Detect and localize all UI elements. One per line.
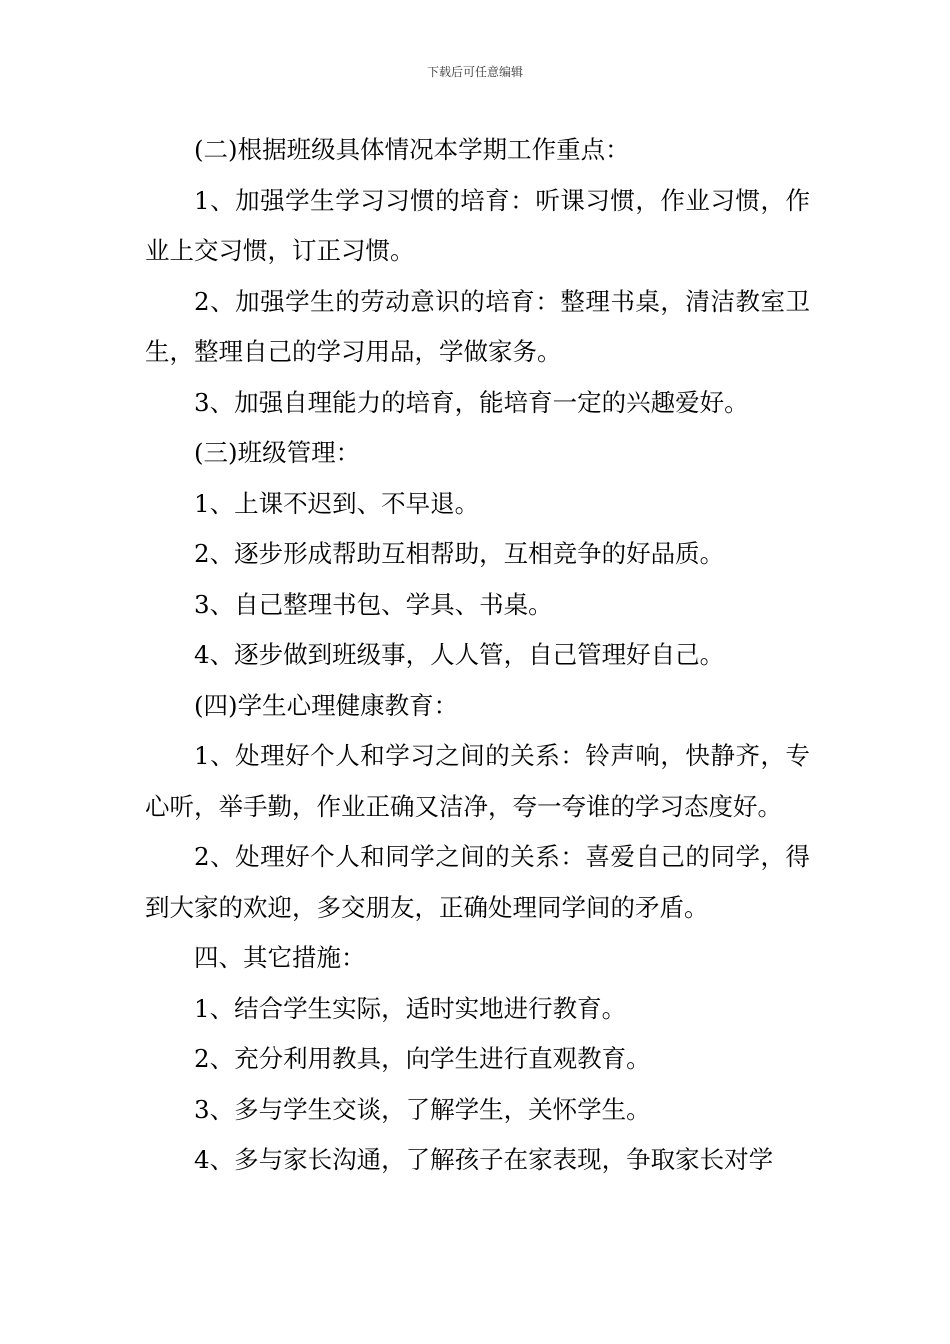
section-heading-class-focus: (二)根据班级具体情况本学期工作重点： <box>194 135 630 164</box>
paragraph-talk-with-students: 3、多与学生交谈，了解学生，关怀学生。 <box>194 1094 651 1124</box>
section-heading-class-management: (三)班级管理： <box>194 438 361 467</box>
paragraph-organize-belongings: 3、自己整理书包、学具、书桌。 <box>194 589 553 619</box>
section-heading-other-measures: 四、其它措施： <box>194 943 366 972</box>
paragraph-teaching-aids: 2、充分利用教具，向学生进行直观教育。 <box>194 1044 651 1073</box>
paragraph-practical-education: 1、结合学生实际，适时实地进行教育。 <box>194 993 627 1023</box>
paragraph-classmate-relationship: 2、处理好个人和同学之间的关系：喜爱自己的同学，得到大家的欢迎，多交朋友，正确处理同学间的矛盾。 <box>145 842 810 922</box>
paragraph-study-habits: 1、加强学生学习习惯的培育：听课习惯，作业习惯，作业上交习惯，订正习惯。 <box>145 185 810 265</box>
section-heading-mental-health: (四)学生心理健康教育： <box>194 690 459 720</box>
paragraph-mutual-help: 2、逐步形成帮助互相帮助，互相竞争的好品质。 <box>194 539 725 568</box>
paragraph-punctuality: 1、上课不迟到、不早退。 <box>194 488 480 518</box>
paragraph-parent-communication: 4、多与家长沟通，了解孩子在家表现，争取家长对学 <box>194 1145 774 1174</box>
page-header-note: 下载后可任意编辑 <box>426 65 523 79</box>
document-body <box>145 125 810 1186</box>
paragraph-labor-awareness: 2、加强学生的劳动意识的培育：整理书桌，清洁教室卫生，整理自己的学习用品，学做家务。 <box>145 286 810 366</box>
paragraph-study-relationship: 1、处理好个人和学习之间的关系：铃声响，快静齐，专心听，举手勤，作业正确又洁净，夸一夸谁的学习态度好。 <box>145 741 810 821</box>
paragraph-self-care: 3、加强自理能力的培育，能培育一定的兴趣爱好。 <box>194 387 749 417</box>
paragraph-self-management: 4、逐步做到班级事，人人管，自己管理好自己。 <box>194 640 725 669</box>
